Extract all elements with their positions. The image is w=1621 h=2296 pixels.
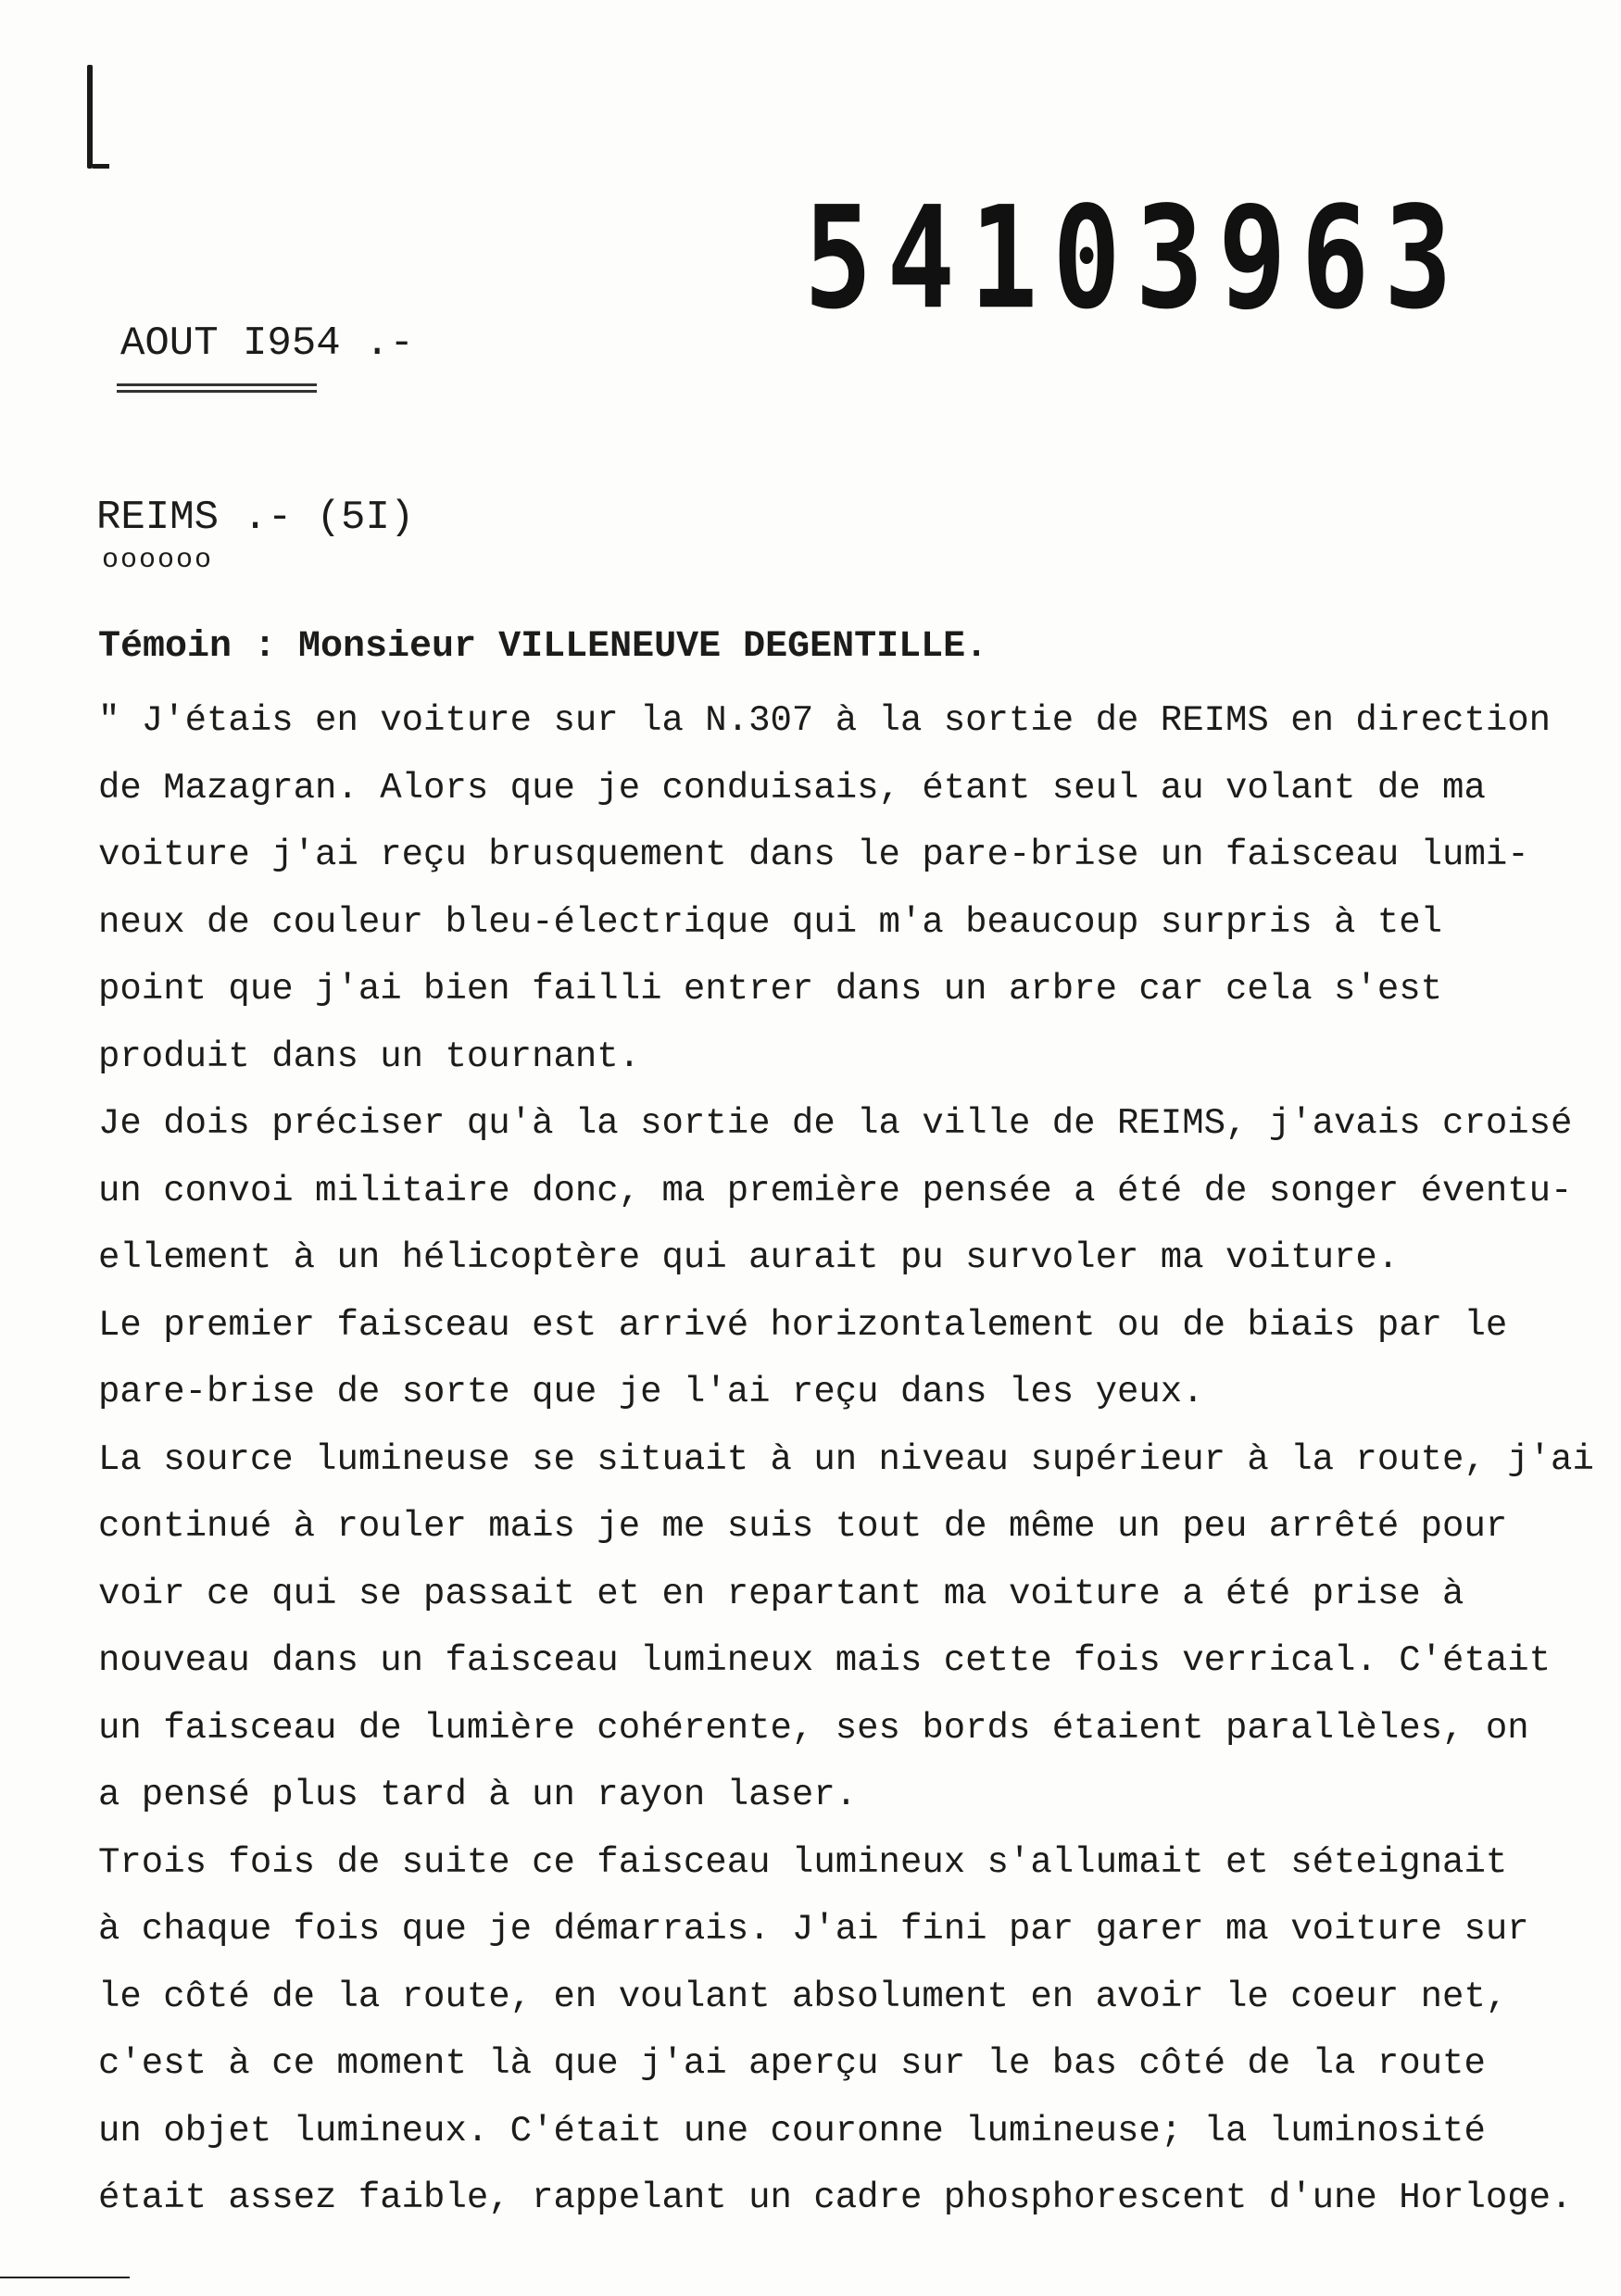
text-line: un faisceau de lumière cohérente, ses bords étaient parallèles, on <box>98 1707 1529 1749</box>
corner-mark <box>87 65 93 169</box>
text-line: La source lumineuse se situait à un niveau supérieur à la route, j'ai <box>98 1438 1594 1480</box>
text-line: pare-brise de sorte que je l'ai reçu dans les yeux. <box>98 1372 1204 1412</box>
bottom-rule <box>0 2277 130 2278</box>
text-line: ellement à un hélicoptère qui aurait pu survoler ma voiture. <box>98 1237 1400 1278</box>
text-line: Trois fois de suite ce faisceau lumineux s'allumait et séteignait <box>98 1841 1508 1883</box>
text-line: un objet lumineux. C'était une couronne lumineuse; la luminosité <box>98 2110 1486 2152</box>
reference-number: 54103963 <box>804 176 1467 341</box>
date-underline <box>117 383 317 393</box>
testimony-body <box>98 693 1617 2238</box>
text-line: à chaque fois que je démarrais. J'ai fini par garer ma voiture sur <box>98 1909 1529 1950</box>
text-line: Je dois préciser qu'à la sortie de la ville de REIMS, j'avais croisé <box>98 1103 1573 1144</box>
text-line: voiture j'ai reçu brusquement dans le pare-brise un faisceau lumi- <box>98 834 1529 875</box>
document-date: AOUT I954 .- <box>120 320 414 367</box>
text-line: de Mazagran. Alors que je conduisais, étant seul au volant de ma <box>98 767 1486 809</box>
location-marker: oooooo <box>102 545 214 576</box>
text-line: neux de couleur bleu-électrique qui m'a beaucoup surpris à tel <box>98 901 1443 943</box>
text-line: produit dans un tournant. <box>98 1035 641 1077</box>
text-line: voir ce qui se passait et en repartant ma voiture a été prise à <box>98 1573 1464 1614</box>
text-line: point que j'ai bien failli entrer dans un arbre car cela s'est <box>98 969 1443 1010</box>
text-line: était assez faible, rappelant un cadre phosphorescent d'une Horloge. <box>98 2177 1573 2218</box>
witness-line: Témoin : Monsieur VILLENEUVE DEGENTILLE. <box>98 626 988 668</box>
location-heading: REIMS .- (5I) <box>96 495 415 541</box>
text-line: nouveau dans un faisceau lumineux mais cette fois verrical. C'était <box>98 1640 1552 1681</box>
text-line: le côté de la route, en voulant absolument en avoir le coeur net, <box>98 1976 1508 2017</box>
text-line: a pensé plus tard à un rayon laser. <box>98 1775 858 1815</box>
text-line: " J'étais en voiture sur la N.307 à la sortie de REIMS en direction <box>98 700 1552 741</box>
text-line: c'est à ce moment là que j'ai aperçu sur le bas côté de la route <box>98 2043 1486 2084</box>
text-line: un convoi militaire donc, ma première pensée a été de songer éventu- <box>98 1170 1573 1211</box>
text-line: Le premier faisceau est arrivé horizontalement ou de biais par le <box>98 1304 1508 1346</box>
text-line: continué à rouler mais je me suis tout de même un peu arrêté pour <box>98 1506 1508 1547</box>
